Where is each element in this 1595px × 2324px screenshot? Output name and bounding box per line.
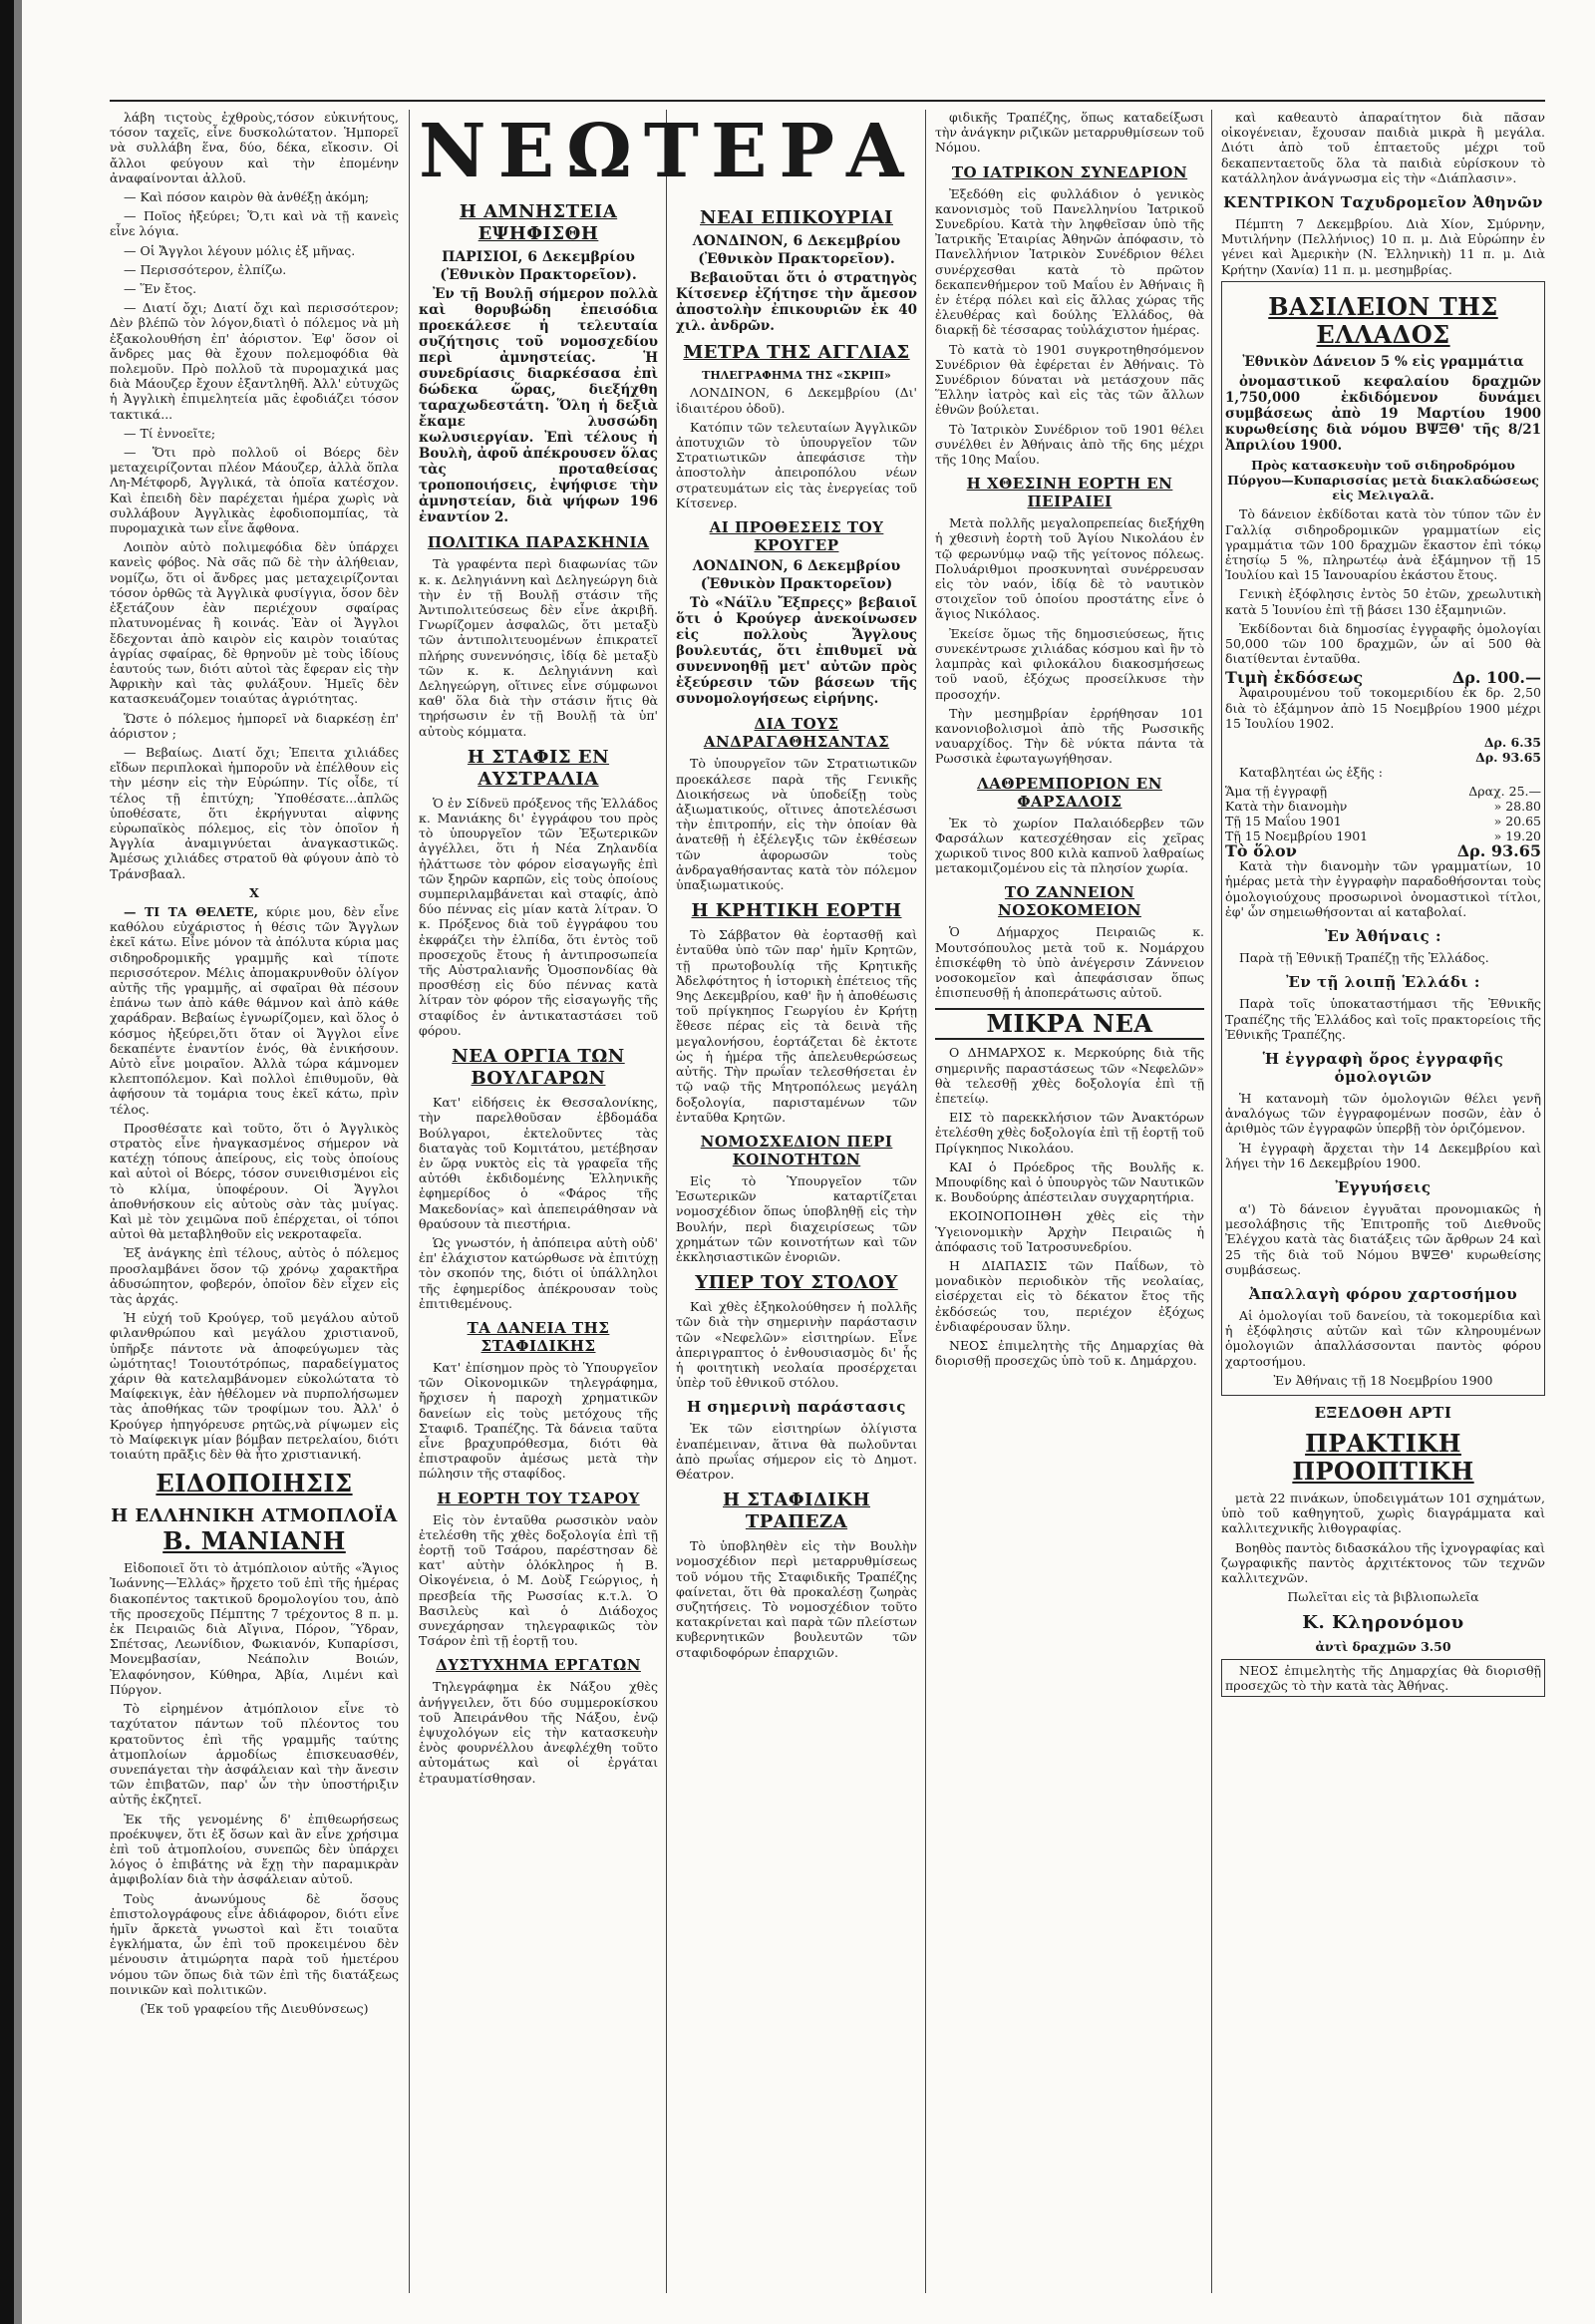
paragraph: Λοιπὸν αὐτὸ πολιμεφόδια δὲν ὑπάρχει κανεὶς φόβος. Νὰ σᾶς πῶ δὲ τὴν ἀλήθειαν, νομίζω, ὅτι οἱ ἄνδρες μας μεταχειρίζονται τόσον ὀρθῶς τὰ Ἀγγλικὰ φυσίγγια, ὅσον δὲν ἐξετάζουν ἐὰν περιέχουν σφαίρας πλατυνομένας ἢ κοινάς. Ἐὰν οἱ Ἄγγλοι ἔδεχονται ἀπὸ καιρὸν εἰς καιρὸν τοιαύτας ἀγρίας σφαίρας, δὲ θρηνοῦν μὲ τοὺς ἰδίους ἑαυτούς των, διότι αὐτοὶ τὰς ἔφεραν εἰς τὴν Ἀφρικὴν καὶ τὰς φυλάξουν. Ἡμεῖς δὲν κατασκευάζομεν τοιαύτας ἀγριότητας. [110, 539, 399, 707]
paragraph [110, 904, 399, 1117]
paragraph: Εἰδοποιεῖ ὅτι τὸ ἀτμόπλοιον αὐτῆς «Ἅγιος Ἰωάννης—Ἑλλάς» ἤρχετο τοῦ ἐπὶ τῆς ἡμέρας διακοπέντος τακτικοῦ δρομολογίου του, ἀπὸ τῆς προσεχοῦς Πέμπτης 7 τρέχοντος 8 π. μ. ἐκ Πειραιῶς διὰ Αἴγινα, Πόρον, Ὕδραν, Σπέτσας, Λεωνίδιον, Φωκιανόν, Κυπαρίσσι, Μονεμβασίαν, Νεάπολιν Βοιών, Ἐλαφόνησον, Κύθηρα, Ἀβία, Λιμένι καὶ Πύργον. [110, 1560, 399, 1697]
paragraph: Η ΔΙΑΠΑΣΙΣ τῶν Παΐδων, τὸ μοναδικὸν περιοδικὸν τῆς νεολαίας, εἰσέρχεται εἰς τὸ δέκατον ἔτος τῆς ἐκδόσεώς του, περιέχον ἐξόχως ἐνδιαφέρουσαν ὕλην. [935, 1257, 1204, 1334]
paragraph: Τὸ ὑποβληθὲν εἰς τὴν Βουλὴν νομοσχέδιον περὶ μεταρρυθμίσεως τοῦ νόμου τῆς Σταφιδικῆς Τραπέζης φαίνεται, ὅτι θὰ προκαλέσῃ ζωηρὰς συζητήσεις. Τὸ νομοσχέδιον τοῦτο κατακρίνεται καὶ παρὰ τῶν πλείστων κυβερνητικῶν βουλευτῶν τῶν σταφιδοφόρων ἐπαρχιῶν. [676, 1538, 917, 1660]
paragraph: Τὸ «Νάϊλυ Ἔξπρεςς» βεβαιοῖ ὅτι ὁ Κρούγερ ἀνεκοίνωσεν εἰς πολλοὺς Ἄγγλους βουλευτάς, ὅτι ἐπιθυμεῖ νὰ συνεννοηθῇ μετ' αὐτῶν πρὸς ἐξεύρεσιν τῶν βάσεων τῆς συνομολογήσεως εἰρήνης. [676, 595, 917, 708]
paragraph: Ἐκ τὸ χωρίον Παλαιόδερβεν τῶν Φαρσάλων κατεσχέθησαν εἰς χεῖρας χωρικοῦ τινος 800 κιλὰ καπνοῦ λαθραίως μετακομιζομένου εἰς τὰ πλησίον χωρία. [935, 815, 1204, 876]
section-heading: ΝΕΑ ΟΡΓΙΑ ΤΩΝ ΒΟΥΛΓΑΡΩΝ [452, 1046, 625, 1090]
separator: X [249, 884, 259, 900]
paragraph: Ὡς γνωστόν, ἡ ἀπόπειρα αὐτὴ οὐδ' ἐπ' ἐλάχιστον κατώρθωσε νὰ ἐπιτύχῃ τὸν σκοπόν της, διότι οἱ ὑπάλληλοι τῆς ἐφημερίδος ἀπέκρουσαν τοὺς ἐπιτιθεμένους. [419, 1234, 658, 1311]
price-line: ἀντὶ δραχμῶν 3.50 [1315, 1639, 1451, 1655]
dateline: (Ἐθνικὸν Πρακτορεῖον). [698, 251, 895, 268]
column-5 [1221, 110, 1545, 2293]
price-value: Δρ. 100.— [1451, 668, 1541, 688]
section-heading: ΠΡΑΚΤΙΚΗ ΠΡΟΟΠΤΙΚΗ [1292, 1428, 1474, 1486]
section-heading: Η ΑΜΝΗΣΤΕΙΑ ΕΨΗΦΙΣΘΗ [459, 201, 618, 244]
paragraph: Τὸ εἰρημένον ἀτμόπλοιον εἶνε τὸ ταχύτατον πάντων τοῦ πλέοντος του κρατοῦντος ἐπὶ τῆς γραμμῆς ταύτης ἀτμοπλοίων ἁρμοδίως ἐπισκευασθέν, συνεπάγεται τὴν ἀσφάλειαν καὶ τὴν ἄνεσιν τῶν ἐπιβατῶν, παρ' ὧν τὴν ὑποστήριξιν αὐτῆς ἐκζητεῖ. [110, 1701, 399, 1808]
dateline: (Ἐθνικὸν Πρακτορεῖον). [440, 267, 637, 284]
payment-row [1225, 799, 1541, 814]
column-rule [925, 110, 926, 2293]
paragraph: Ἐκείσε ὅμως τῆς δημοσιεύσεως, ἥτις συνεκέντρωσε χιλιάδας κόσμου καὶ ἣν τὸ λαμπρὰς καὶ φιλοκάλου διακοσμήσεως τοῦ ναοῦ, ἐξόχως προσείλκυσε τὴν προσοχήν. [935, 625, 1204, 702]
masthead-title: ΝΕΩΤΕΡΑ [419, 109, 916, 194]
section-heading: Ἀπαλλαγὴ φόρου χαρτοσήμου [1248, 1284, 1518, 1303]
paragraph: — Οἱ Ἄγγλοι λέγουν μόλις ἐξ μῆνας. [124, 242, 356, 258]
paragraph: — Ὅτι πρὸ πολλοῦ οἱ Βόερς δὲν μεταχειρίζονται πλέον Μάουζερ, ἀλλὰ ὅπλα Λη-Μέτφορδ, Ἀγγλικά, τὰ ὁποῖα κατέσχον. Καὶ ἐπειδὴ δὲν παρέχεται ἡμέρα χωρὶς νὰ συλλάβουν Ἀγγλικὰς ἐφοδιοπομπίας, τὰ πυρομαχικὰ των εἶνε ἄφθονα. [110, 445, 399, 536]
paragraph: Ο ΔΗΜΑΡΧΟΣ κ. Μερκούρης διὰ τῆς σημερινῆς παραστάσεως τῶν «Νεφελῶν» θὰ τελεσθῇ χθὲς δοξολογία ἐπὶ τῇ ἐπετείῳ. [935, 1045, 1204, 1106]
section-heading: ΔΥΣΤΥΧΗΜΑ ΕΡΓΑΤΩΝ [436, 1656, 641, 1675]
row-value: » 20.65 [1493, 814, 1541, 830]
paragraph: — Διατί ὄχι; Διατί ὄχι καὶ περισσότερον; Δὲν βλέπῶ τὸν λόγον,διατὶ ὁ πόλεμος νὰ μὴ ἐξακολουθήση ἐπ' ἀόριστον. Ἐφ' ὅσον οἱ ἄνδρες μας θὰ ἔχουν πολεμοφόδια θὰ πολεμοῦν. Πρὸ πολλοῦ τὰ πυρομαχικά μας διὰ Μάουζερ ἔχουν ἐξαντληθῆ. Ἀλλ' εὐτυχῶς ἡ Ἀγγλικὴ ἐπιμελητεία μᾶς ἐφοδιάζει τόσον τακτικά... [110, 300, 399, 422]
section-heading: Β. ΜΑΝΙΑΝΗ [162, 1526, 346, 1556]
section-heading: ΛΑΘΡΕΜΠΟΡΙΟΝ ΕΝ ΦΑΡΣΑΛΟΙΣ [977, 774, 1162, 811]
paragraph: Τὸ Σάββατον θὰ ἑορτασθῇ καὶ ἐνταῦθα ὑπὸ τῶν παρ' ἡμῖν Κρητῶν, τῇ πρωτοβουλίᾳ τῆς Κρητικῆς Ἀδελφότητος ἡ ἱστορικὴ ἐπέτειος τῆς 9ης Δεκεμβρίου, καθ' ἣν ἡ ἀποθέωσις τοῦ πρίγκηπος Γεωργίου ἐν Κρήτῃ ἔθεσε πέρας εἰς τὰ δεινὰ τῆς μεγαλονήσου, ἑορτάζεται δὲ ἐκτοτε ὡς ἡ ἡμέρα τῆς ἀπελευθερώσεως αὐτῆς. Τὴν πρωΐαν τελεσθήσεται ἐν τῷ ναῷ τῆς Μητροπόλεως μεγάλη δοξολογία, παρισταμένων τῶν ἐνταῦθα Κρητῶν. [676, 927, 917, 1125]
paragraph: Κατ' εἰδήσεις ἐκ Θεσσαλονίκης, τὴν παρελθοῦσαν ἑβδομάδα Βούλγαροι, ἐκτελοῦντες τὰς διαταγὰς τοῦ Κομιτάτου, μετέβησαν ἐν ὥρᾳ νυκτὸς εἰς τὰ γραφεῖα τῆς αὐτόθι ἐκδιδομένης Ἑλληνικῆς ἐφημερίδος ὁ «Φάρος τῆς Μακεδονίας» καὶ ἀπεπειράθησαν νὰ θραύσουν τὰ πιεστήρια. [419, 1095, 658, 1231]
paragraph: Πέμπτη 7 Δεκεμβρίου. Διὰ Χίον, Σμύρνην, Μυτιλήνην (Πελλήνιος) 10 π. μ. Διὰ Εὐρώπην ἐν γένει καὶ Ἀμερικὴν (Ν. Ἑλληνικὴ) 11 π. μ. Διὰ Κρήτην (Χανία) 11 π. μ. μεσημβρίας. [1221, 216, 1545, 277]
paragraph: Ἐθνικὸν Δάνειον 5 % εἰς γραμμάτια [1242, 353, 1524, 370]
section-heading: ΤΟ ΖΑΝΝΕΙΟΝ ΝΟΣΟΚΟΜΕΙΟΝ [998, 883, 1141, 920]
row-label: Ἅμα τῇ ἐγγραφῇ [1225, 784, 1328, 800]
paragraph: — Περισσότερον, ἐλπίζω. [124, 261, 287, 277]
payment-row [1225, 814, 1541, 829]
section-heading: ΝΟΜΟΣΧΕΔΙΟΝ ΠΕΡΙ ΚΟΙΝΟΤΗΤΩΝ [700, 1132, 893, 1168]
paragraph: Ὁ Δήμαρχος Πειραιῶς κ. Μουτσόπουλος μετὰ τοῦ κ. Νομάρχου ἐπισκέφθη τὸ ὑπὸ ἀνέγερσιν Ζάννειον νοσοκομεῖον καὶ ἀπεφάσισαν ὅπως ἐπισπευσθῇ ἡ ἀποπεράτωσις αὐτοῦ. [935, 924, 1204, 1001]
row-value: Δραχ. 25.— [1468, 784, 1541, 800]
masthead-space [676, 110, 917, 199]
paragraph: Κατὰ τὴν διανομὴν τῶν γραμματίων, 10 ἡμέρας μετὰ τὴν ἐγγραφὴν παραδοθήσονται τοὺς ὁμολογιούχους προσωρινοὶ ὀνομαστικοὶ τίτλοι, ἐφ' ὧν σημειωθήσονται αἱ καταβολαί. [1225, 858, 1541, 919]
section-heading: Η ΧΘΕΣΙΝΗ ΕΟΡΤΗ ΕΝ ΠΕΙΡΑΙΕΙ [966, 475, 1173, 511]
column-4 [935, 110, 1204, 2293]
section-heading: ΒΑΣΙΛΕΙΟΝ ΤΗΣ ΕΛΛΑΔΟΣ [1268, 291, 1498, 349]
row-label: Τὸ ὅλον [1225, 841, 1297, 861]
row-value: Δρ. 6.35 [1483, 735, 1541, 751]
price-row [1225, 735, 1541, 750]
payment-total-row [1225, 841, 1541, 861]
section-heading: Η ΕΛΛΗΝΙΚΗ ΑΤΜΟΠΛΟΪΑ [111, 1505, 398, 1527]
section-heading: Η ΕΟΡΤΗ ΤΟΥ ΤΣΑΡΟΥ [437, 1489, 640, 1507]
section-heading: ΕΞΕΔΟΘΗ ΑΡΤΙ [1314, 1403, 1452, 1422]
paragraph: ΛΟΝΔΙΝΟΝ, 6 Δεκεμβρίου (Δι' ἰδιαιτέρου ὁδοῦ). [676, 385, 917, 416]
row-value: Δρ. 93.65 [1475, 750, 1541, 766]
paragraph: Πρὸς κατασκευὴν τοῦ σιδηροδρόμου Πύργου—Κυπαρισσίας μετὰ διακλαδώσεως εἰς Μελιγαλᾶ. [1227, 457, 1539, 503]
lead-in: — ΤΙ ΤΑ ΘΕΛΕΤΕ, [124, 903, 258, 919]
row-label: Κατὰ τὴν διανομὴν [1225, 799, 1348, 815]
paragraph: Αἱ ὁμολογίαι τοῦ δανείου, τὰ τοκομερίδια καὶ ἡ ἐξόφλησις αὐτῶν καὶ τῶν κληρουμένων ὁμολογιῶν ἀπαλλάσσονται παντὸς φόρου χαρτοσήμου. [1225, 1307, 1541, 1369]
paragraph: Ἐκ τῆς γενομένης δ' ἐπιθεωρήσεως προέκυψεν, ὅτι ἐξ ὅσων καὶ ἂν εἶνε χρήσιμα ἐπὶ τοῦ ἀτμοπλοίου, συνεπῶς δὲν ὑπάρχει λόγος ὁ ἐπιβάτης νὰ ἔχῃ τὴν παραμικρὰν ἀμφιβολίαν διὰ τὴν ἀσφάλειαν αὐτοῦ. [110, 1811, 399, 1887]
column-rule [1211, 110, 1212, 2293]
dateline: ΤΗΛΕΓΡΑΦΗΜΑ ΤΗΣ «ΣΚΡΙΠ» [702, 369, 891, 383]
paragraph: — Ποῖος ἠξεύρει; Ὅ,τι καὶ νὰ τῇ κανεὶς εἶνε λόγια. [110, 208, 399, 239]
paragraph: Εἰς τὸ Ὑπουργεῖον τῶν Ἐσωτερικῶν καταρτίζεται νομοσχέδιον ὅπως ὑποβληθῇ εἰς τὴν Βουλήν, περὶ διαχειρίσεως τῶν χρημάτων τῶν κοινοτήτων καὶ τῶν ἐκκλησιαστικῶν ἐνοριῶν. [676, 1172, 917, 1264]
dateline: ΠΑΡΙΣΙΟΙ, 6 Δεκεμβρίου [442, 249, 635, 265]
section-heading: Ἐν Ἀθήναις : [1324, 927, 1442, 946]
paragraph: Ἐκ τῶν εἰσιτηρίων ὀλίγιστα ἐναπέμειναν, ἅτινα θὰ πωλοῦνται ἀπὸ πρωΐας σήμερον εἰς τὸ Δημοτ. Θέατρον. [676, 1421, 917, 1482]
section-heading: ΥΠΕΡ ΤΟΥ ΣΤΟΛΟΥ [695, 1272, 898, 1294]
top-rule [110, 100, 1545, 102]
paragraph: Ἡ εὐχή τοῦ Κρούγερ, τοῦ μεγάλου αὐτοῦ φιλανθρώπου καὶ μεγάλου χριστιανοῦ, ὑπῆρξε πάντοτε νὰ ἀποφεύγωμεν τὰς ὠμότητας! Τοιουτότρόπως, παραδείγματος χάριν θὰ κατελαμβάνομεν εὐκολώτατα τὸ Μαίφεκιγκ, ἐὰν ἠθέλομεν νὰ πυρπολήσωμεν τὰς ἀποθήκας τῶν τροφίμων του. Ἀλλ' ὁ Κρούγερ ἠπηγόρευσε ρητῶς,νὰ ρίψωμεν εἰς τὸ Μαίφεκιγκ μίαν βόμβαν πετρελαίου, διότι τοιαύτη πρᾶξις δὲν θὰ ἦτο χριστιανική. [110, 1310, 399, 1463]
price-row [1225, 668, 1541, 688]
section-heading: Ἐν τῇ λοιπῇ Ἑλλάδι : [1286, 973, 1480, 992]
paragraph: Ἐξεδόθη εἰς φυλλάδιον ὁ γενικὸς κανονισμὸς τοῦ Πανελληνίου Ἰατρικοῦ Συνεδρίου. Κατὰ τὴν ληφθεῖσαν ὑπὸ τῆς Ἰατρικῆς Ἑταιρίας Ἀθηνῶν ἀπόφασιν, τὸ Πανελλήνιον Ἰατρικὸν Συνέδριον θέλει συνέρχεσθαι κατὰ τὸ πρῶτον δεκαπενθήμερον τοῦ Μαΐου ἐν Ἀθήναις ἢ ἐν ἑτέρᾳ πόλει καὶ εἰς ἄλλας χώρας τῆς ἐλευθέρας καὶ δούλης Ἑλλάδος, θὰ διαρκῇ δὲ τέσσαρας τοὐλάχιστον ἡμέρας. [935, 185, 1204, 338]
column-3 [676, 110, 917, 2293]
section-heading: ΠΟΛΙΤΙΚΑ ΠΑΡΑΣΚΗΝΙΑ [427, 533, 650, 552]
row-value: » 28.80 [1493, 799, 1541, 815]
paragraph: Μετὰ πολλῆς μεγαλοπρεπείας διεξήχθη ἡ χθεσινὴ ἑορτὴ τοῦ Ἁγίου Νικολάου ἐν τῷ φερωνύμῳ ναῷ τῆς γείτονος πόλεως. Πολυάριθμοι προσκυνηταὶ συνέρρευσαν εἰς τὸν ναόν, ἰδίᾳ δὲ τὸ ναυτικὸν στοιχεῖον τοῦ ὁποίου προστάτης εἶνε ὁ ἅγιος Νικόλαος. [935, 515, 1204, 622]
paragraph: ὀνομαστικοῦ κεφαλαίου δραχμῶν 1,750,000 ἐκδιδόμενον δυνάμει συμβάσεως ἀπὸ 19 Μαρτίου 1900 κυρωθείσης διὰ νόμου ΒΨΞΘ' τῆς 8/21 Ἀπριλίου 1900. [1225, 373, 1541, 454]
section-heading: ΑΙ ΠΡΟΘΕΣΕΙΣ ΤΟΥ ΚΡΟΥΓΕΡ [709, 518, 884, 555]
section-heading: ΚΕΝΤΡΙΚΟΝ Ταχυδρομεῖον Ἀθηνῶν [1223, 193, 1543, 212]
paragraph: Πωλεῖται εἰς τὰ βιβλιοπωλεῖα [1287, 1589, 1479, 1605]
paragraph: Ἐκδίδονται διὰ δημοσίας ἐγγραφῆς ὁμολογίαι 50,000 τῶν 100 δραχμῶν, ὧν αἱ 500 θὰ διατίθενται ἐνταῦθα. [1225, 620, 1541, 667]
column-1 [110, 110, 399, 2293]
section-heading: Ἐγγυήσεις [1335, 1177, 1432, 1196]
paragraph: Τοὺς ἀνωνύμους δὲ ὅσους ἐπιστολογράφους εἶνε ἀδιάφορον, διότι εἶνε ἡμῖν ἄρκετὰ γνωστοὶ καὶ ἔτι τοιαῦτα ἐγκλήματα, ὧν ἐπὶ τοῦ προκειμένου δὲν μένουσιν ἀτιμώρητα παρὰ τοῦ ἡμετέρου νόμου τῶν ὅπως διὰ τῶν ἐπὶ τῆς διατάξεως ποινικῶν καὶ πολιτικῶν. [110, 1890, 399, 1997]
row-value: Δρ. 93.65 [1456, 841, 1541, 861]
section-heading: ΤΑ ΔΑΝΕΙΑ ΤΗΣ ΣΤΑΦΙΔΙΚΗΣ [467, 1318, 610, 1355]
signature-line: (Ἐκ τοῦ γραφείου τῆς Διευθύνσεως) [140, 2000, 369, 2016]
section-heading: Η ΣΤΑΦΙΣ ΕΝ ΑΥΣΤΡΑΛΙΑ [467, 746, 610, 790]
section-heading: ΤΟ ΙΑΤΡΙΚΟΝ ΣΥΝΕΔΡΙΟΝ [951, 163, 1188, 181]
signature-line: Ἐν Ἀθήναις τῇ 18 Νοεμβρίου 1900 [1273, 1372, 1493, 1388]
paragraph: Τηλεγράφημα ἐκ Νάξου χθὲς ἀνήγγειλεν, ὅτι δύο συμμεροκίσκου τοῦ Ἀπειράνθου τῆς Νάξου, ἐνῷ ἐψυχολόγων εἰς τὴν κατασκευὴν ἑνὸς φουρνέλλου ἀνεφλέχθη τοῦτο αὐτομάτως καὶ οἱ ἐργάται ἐτραυματίσθησαν. [419, 1679, 658, 1786]
dateline: ΛΟΝΔΙΝΟΝ, 6 Δεκεμβρίου [692, 233, 901, 249]
paragraph: φιδικῆς Τραπέζης, ὅπως καταδείξωσι τὴν ἀνάγκην ριζικῶν μεταρρυθμίσεων τοῦ Νόμου. [935, 110, 1204, 156]
paragraph: Βεβαιοῦται ὅτι ὁ στρατηγὸς Κίτσενερ ἐζήτησε τὴν ἄμεσον ἀποστολὴν ἐπικουριῶν ἐκ 40 χιλ. ἀνδρῶν. [676, 270, 917, 335]
paragraph: Ἡ κατανομὴ τῶν ὁμολογιῶν θέλει γενῆ ἀναλόγως τῶν ἐγγραφομένων ποσῶν, ἐὰν ὁ ἀριθμὸς τῶν ἐγγραφῶν ὑπερβῇ τὸν ὁριζόμενον. [1225, 1090, 1541, 1137]
paragraph: Κατόπιν τῶν τελευταίων Ἀγγλικῶν ἀποτυχιῶν τὸ ὑπουργεῖον τῶν Στρατιωτικῶν ἀπεφάσισε τὴν ἀποστολὴν ἀπειροπόλου νέων στρατευμάτων εἰς τὰς ἐνεργείας τοῦ Κίτσενερ. [676, 419, 917, 510]
paragraph: Παρὰ τοῖς ὑποκαταστήμασι τῆς Ἐθνικῆς Τραπέζης τῆς Ἑλλάδος καὶ τοῖς πρακτορείοις τῆς Ἐθνικῆς Τραπέζης. [1225, 996, 1541, 1042]
paragraph: Καὶ χθὲς ἐξηκολούθησεν ἡ πολλῆς τῶν διὰ τὴν σημερινὴν παράστασιν τῶν «Νεφελῶν» εἰσιτηρίων. Εἶνε ἀπεριγραπτος ὁ ἐνθουσιασμὸς δι' ἧς ἡ φοιτητικὴ νεολαία προσέρχεται ὑπὲρ τοῦ ἐθνικοῦ στόλου. [676, 1299, 917, 1391]
paragraph: Τὰ γραφέντα περὶ διαφωνίας τῶν κ. κ. Δεληγιάννη καὶ Δεληγεώργη διὰ τὴν ἐν τῇ Βουλῇ στάσιν τῆς Ἀντιπολιτεύσεως δὲν εἶνε ἀκριβῆ. Γνωρίζομεν ἀσφαλῶς, ὅτι μεταξὺ τῶν ἀντιπολιτευομένων ἐπικρατεῖ πλήρης συνεννόησις, ἰδίᾳ δὲ μεταξὺ τῶν κ. κ. Δεληγιάννη καὶ Δεληγεώργη, οἵτινες εἶνε σύμφωνοι καθ' ὅλα διὰ τὴν στάσιν ἥτις θὰ τηρήσωσιν ἐν τῇ Βουλῇ τὰ ὑπ' αὐτοὺς κόμματα. [419, 556, 658, 739]
paragraph: — Βεβαίως. Διατί ὄχι; Ἐπειτα χιλιάδες εἴδων περιπλοκαὶ ἡμποροῦν νὰ ἐπέλθουν εἰς τὴν μέσην εἰς τὴν Εὐρώπην. Τίς οἶδε, τί τέλος τῇ ἐπιτύχη; Ὑποθέσατε...ἀπλῶς ὑποθέσατε, ὅτι ἐκρήγνυται αἰφνης εὐρωπαϊκὸς πόλεμος, εἰς τὸν ὁποῖον ἡ Ἀγγλία ἀναμιγνύεται ἀναγκαστικῶς. Ἀμέσως χιλιάδες στρατοῦ θὰ φύγουν ἀπὸ τὸ Τράνσβααλ. [110, 744, 399, 881]
binding-edge [0, 0, 14, 2324]
paragraph: μετὰ 22 πινάκων, ὑποδειγμάτων 101 σχημάτων, ὑπὸ τοῦ καθηγητοῦ, χωρὶς διαγράμματα καὶ καλλιτεχνικῆς λιθογραφίας. [1221, 1490, 1545, 1536]
paragraph: Ἐν τῇ Βουλῇ σήμερον πολλὰ καὶ θορυβώδη ἐπεισόδια προεκάλεσε ἡ τελευταία συζήτησις τοῦ νομοσχεδίου περὶ ἀμνηστείας. Ἡ συνεδρίασις διαρκέσασα ἐπὶ δώδεκα ὥρας, διεξήχθη ταραχωδεστάτη. Ὅλη ἡ δεξιὰ ἔκαμε λυσσώδη κωλυσιεργίαν. Ἐπὶ τέλους ἡ Βουλὴ, ἀφοῦ ἀπέκρουσεν ὅλας τὰς προταθείσας τροποποιήσεις, ἐψήφισε τὴν ἀμνηστείαν, διὰ ψήφων 196 ἐναντίον 2. [419, 286, 658, 526]
paragraph: Ἐξ ἀνάγκης ἐπὶ τέλους, αὐτὸς ὁ πόλεμος προσλαμβάνει ὅσον τῷ χρόνῳ χαρακτῆρα ἀδυσώπητον, φοβερόν, ὁποῖον δὲν εἶχεν εἰς τὰς ἀρχάς. [110, 1245, 399, 1307]
section-heading: ΕΙΔΟΠΟΙΗΣΙΣ [156, 1469, 353, 1498]
payment-row [1225, 784, 1541, 799]
paragraph: Ὁ ἐν Σίδνεϋ πρόξενος τῆς Ἑλλάδος κ. Μανιάκης δι' ἐγγράφου του πρὸς τὸ ὑπουργεῖον τῶν Ἐξωτερικῶν ἀγγέλλει, ὅτι ἡ Νέα Ζηλανδία ἠλάττωσε τὸν φόρον εἰσαγωγῆς ἐπὶ τῶν ξηρῶν καρπῶν, εἰς τοὺς ὁποίους συμπεριλαμβάνεται καὶ σταφίς, ἀπὸ δύο πέννας εἰς μίαν κατὰ λίτραν. Ὁ κ. Πρόξενος διὰ τοῦ ἐγγράφου του ἐκφράζει τὴν ἐλπίδα, ὅτι ἐντὸς τοῦ προσεχοῦς ἔτους ἡ ἀντιπροσωπεία τῆς Αὐστραλιανῆς Ὁμοσπονδίας θὰ προσθέσῃ εἰς δύο πέννας κατὰ λίτραν τὸν φόρον τῆς εἰσαγωγῆς τῆς σταφίδος ἐν ἀντικαταστάσει τοῦ φόρου. [419, 795, 658, 1038]
paragraph: Ἡ ἐγγραφὴ ἄρχεται τὴν 14 Δεκεμβρίου καὶ λήγει τὴν 16 Δεκεμβρίου 1900. [1225, 1140, 1541, 1170]
price-row [1225, 750, 1541, 765]
binding-shadow [14, 0, 22, 2324]
paragraph: Τὸ ὑπουργεῖον τῶν Στρατιωτικῶν προεκάλεσε παρὰ τῆς Γενικῆς Διοικήσεως νὰ ὑποδείξῃ τοὺς ἀξιωματικούς, οἵτινες ἀποτελέσωσι τὴν ἐπιτροπήν, εἰς τὴν ὁποίαν θὰ ἀνατεθῇ ἡ ἐξέλεγξις τῶν ἐκθέσεων τῶν ἀφορωσῶν τοὺς ἀνδραγαθήσαντας κατὰ τὸν πόλεμον ὑπαξιωματικούς. [676, 756, 917, 893]
paragraph: — Τί ἐννοεῖτε; [124, 425, 216, 441]
price-label: Τιμὴ ἐκδόσεως [1225, 668, 1364, 688]
paragraph: Βοηθὸς παντὸς διδασκάλου τῆς ἰχνογραφίας καὶ ζωγραφικῆς παντὸς ἀρχιτέκτονος τῶν τεχνῶν καλλιτεχνῶν. [1221, 1539, 1545, 1585]
dateline: (Ἐθνικὸν Πρακτορεῖον) [700, 576, 893, 593]
advertisement-box [1221, 281, 1545, 1396]
column-rule [666, 110, 667, 2293]
paragraph: ΝΕΟΣ ἐπιμελητὴς τῆς Δημαρχίας θὰ διορισθῇ προσεχῶς ὑπὸ τοῦ κ. Δημάρχου. [935, 1338, 1204, 1369]
section-heading: Η ΚΡΗΤΙΚΗ ΕΟΡΤΗ [691, 900, 902, 922]
section-heading: ΝΕΑΙ ΕΠΙΚΟΥΡΙΑΙ [700, 207, 893, 228]
paragraph: Κατ' ἐπίσημον πρὸς τὸ Ὑπουργεῖον τῶν Οἰκονομικῶν τηλεγράφημα, ἤρχισεν ἡ παροχὴ χρηματικῶν δανείων εἰς τοὺς μετόχους τῆς Σταφιδ. Τραπέζης. Τὰ δάνεια ταῦτα εἶνε βραχυπρόθεσμα, διότι θὰ ἐπιστραφοῦν ἀμέσως μετὰ τὴν πώλησιν τῆς σταφίδος. [419, 1359, 658, 1482]
publisher-name: Κ. Κληρονόμου [1302, 1612, 1464, 1634]
paragraph: ΕΚΟΙΝΟΠΟΙΗΘΗ χθὲς εἰς τὴν Ὑγειονομικὴν Ἀρχὴν Πειραιῶς ἡ ἀπόφασις τοῦ Ἰατροσυνεδρίου. [935, 1208, 1204, 1254]
paragraph: — Καὶ πόσον καιρὸν θὰ ἀνθέξῃ ἀκόμη; [124, 189, 370, 205]
paragraph: καὶ καθεαυτὸ ἀπαραίτητον διὰ πᾶσαν οἰκογένειαν, ἔχουσαν παιδιὰ μικρὰ ἢ μεγάλα. Διότι ἀπὸ τοῦ ἑπταετοῦς μέχρι τοῦ δεκαπενταετοῦς ὅλα τὰ παιδιὰ εὑρίσκουν τὸ κατάλληλον ἀνάγνωσμα εἰς τὴν «Διάπλασιν». [1221, 110, 1545, 185]
paragraph: Εἰς τὸν ἐνταῦθα ρωσσικὸν ναὸν ἐτελέσθη τῆς χθὲς δοξολογία ἐπὶ τῇ ἑορτῇ τοῦ Τσάρου, παρέστησαν δὲ κατ' αὐτὴν ὁλόκληρος ἡ Β. Οἰκογένεια, ὁ Μ. Δοὺξ Γεώργιος, ἡ πρεσβεία τῆς Ρωσσίας κ.τ.λ. Ὁ Βασιλεὺς καὶ ὁ Διάδοχος συνεχάρησαν τηλεγραφικῶς τὸν Τσάρον ἐπὶ τῇ ἑορτῇ του. [419, 1511, 658, 1649]
paragraph: α') Τὸ δάνειον ἐγγυᾶται προνομιακῶς ἡ μεσολάβησις τῆς Ἐπιτροπῆς τοῦ Διεθνοῦς Ἐλέγχου κατὰ τὰς διατάξεις τῶν ἄρθρων 24 καὶ 25 τῆς διὰ τοῦ Νόμου ΒΨΞΘ' κυρωθείσης συμβάσεως. [1225, 1200, 1541, 1277]
section-heading: ΜΕΤΡΑ ΤΗΣ ΑΓΓΛΙΑΣ [683, 342, 910, 364]
paragraph-text: κύριε μου, δὲν εἶνε καθόλου εὐχάριστος ἡ θέσις τῶν Ἄγγλων ἐκεῖ κάτω. Εἶνε μόνον τὰ ἀπόλυτα κύρια μας σιδηροδρομικῆς γραμμῆς καὶ τίποτε περισσότερον. Μέλις ἀπομακρυνθοῦν ὀλίγον αὐτῆς τῆς γραμμῆς, αἱ σφαῖραι θὰ πέσουν ἐπάνω των ἀπὸ κάθε θάμνον καὶ ἀπὸ κάθε χαράδραν. Βεβαίως ἐγνωρίζομεν, καὶ ὅλος ὁ κόσμος ἠξεύρει,ὅτι ὅταν οἱ Ἄγγλοι εἶνε δεκαπέντε ἐναντίον ἑνός, θὰ ἐνικήσουν. Αὐτὸ εἶνε μοιραῖον. Ἀλλὰ τώρα κάμνομεν κλεπτοπόλεμον. Καὶ πολλοὶ ἐπιθυμοῦν, θὰ ἀφήσουν τὰ τομάρια τους ἐκεῖ κάτω, πρὶν τέλος. [110, 903, 399, 1117]
paragraph: Καταβλητέαι ὡς ἑξῆς : [1239, 765, 1383, 781]
paragraph: ΕΙΣ τὸ παρεκκλήσιον τῶν Ἀνακτόρων ἐτελέσθη χθὲς δοξολογία ἐπὶ τῇ ἑορτῇ τοῦ Πρίγκηπος Νικολάου. [935, 1110, 1204, 1156]
section-heading: Η ΣΤΑΦΙΔΙΚΗ ΤΡΑΠΕΖΑ [723, 1490, 870, 1533]
section-heading: Ἡ ἐγγραφὴ ὅρος ἐγγραφῆς ὁμολογιῶν [1262, 1049, 1504, 1086]
section-heading: ΜΙΚΡΑ ΝΕΑ [935, 1008, 1204, 1040]
paragraph: Παρὰ τῇ Ἐθνικῇ Τραπέζῃ τῆς Ἑλλάδος. [1239, 950, 1489, 966]
row-label: Τῇ 15 Μαΐου 1901 [1225, 814, 1342, 830]
paragraph: Προσθέσατε καὶ τοῦτο, ὅτι ὁ Ἀγγλικὸς στρατὸς εἶνε ἠναγκασμένος σήμερον νὰ κατέχῃ τόπους ἀπείρους, εἰς τοὺς ὁποίους καὶ αὐτοὶ οἱ Βόερς, τόσον συνειθισμένοι εἰς τὸ κλίμα, ὑποφέρουν. Οἱ Ἄγγλοι ἀποθνήσκουν εἰς αὐτοὺς σὰν τὰς μυίγας. Καὶ μὲ τὸν χειμῶνα ποῦ ἐπέρχεται, οἱ τόποι αὐτοὶ θὰ μεταβληθοῦν εἰς νεκροταφεῖα. [110, 1120, 399, 1242]
dateline: ΛΟΝΔΙΝΟΝ, 6 Δεκεμβρίου [692, 558, 901, 575]
paragraph: ΚΑΙ ὁ Πρόεδρος τῆς Βουλῆς κ. Μπουφίδης καὶ ὁ ὑπουργὸς τῶν Ναυτικῶν κ. Βουδούρης ἀπέστειλαν συγχαρητήρια. [935, 1159, 1204, 1205]
paragraph: Ἀφαιρουμένου τοῦ τοκομεριδίου ἐκ δρ. 2,50 διὰ τὸ ἑξάμηνον ἀπὸ 15 Νοεμβρίου 1900 μέχρι 15 Ἰουλίου 1902. [1225, 685, 1541, 731]
paragraph: Τὸ δάνειον ἐκδίδοται κατὰ τὸν τύπον τῶν ἐν Γαλλίᾳ σιδηροδρομικῶν γραμματίων εἰς γραμμάτια τῶν 100 δραχμῶν ἕκαστον ἐπὶ τόκῳ ἐτησίῳ 5 %, πληρωτέῳ ἀνὰ ἑξάμηνον τῇ 15 Ἰουλίου καὶ 15 Ἰανουαρίου ἑκάστου ἔτους. [1225, 506, 1541, 583]
notice-box: ΝΕΟΣ ἐπιμελητὴς τῆς Δημαρχίας θὰ διορισθῇ προσεχῶς τὸ τὴν κατὰ τὰς Ἀθήνας. [1221, 1659, 1545, 1697]
paragraph: Ὥστε ὁ πόλεμος ἡμπορεῖ νὰ διαρκέσῃ ἐπ' ἀόριστον ; [110, 710, 399, 741]
paragraph: λάβη τιςτοὺς ἐχθροὺς,τόσον εὐκινήτους, τόσον ταχεῖς, εἶνε δυσκολώτατον. Ἡμπορεῖ νὰ συλλάβη ἕνα, δύο, δέκα, εἴκοσιν. Οἱ ἄλλοι φεύγουν καὶ τὴν ἐπομένην ἀναφαίνονται ἀλλοῦ. [110, 110, 399, 185]
section-heading: Η σημερινὴ παράστασις [687, 1398, 906, 1417]
paragraph: Τὴν μεσημβρίαν ἐρρήθησαν 101 κανονιοβολισμοὶ ἀπὸ τῆς Ρωσσικῆς ναυαρχίδος. Τὴν δὲ νύκτα πάντα τὰ Ρωσσικὰ ἐφωταγωγήθησαν. [935, 705, 1204, 767]
paragraph: Τὸ Ἰατρικὸν Συνέδριον τοῦ 1901 θέλει συνέλθει ἐν Ἀθήναις ἀπὸ τῆς 6ης μέχρι τῆς 10ης Μαΐου. [935, 421, 1204, 468]
paragraph: Τὸ κατὰ τὸ 1901 συγκροτηθησόμενον Συνέδριον θὰ ἐφέρεται ἐν Ἀθήναις. Τὸ Συνέδριον δύναται νὰ μετάσχουν πᾶς Ἕλλην ἰατρὸς καὶ εἰς τὰς τῶν ἄλλων ἐθνῶν βούλεται. [935, 341, 1204, 418]
paragraph: Γενικὴ ἐξόφλησις ἐντὸς 50 ἐτῶν, χρεωλυτικὴ κατὰ 5 Ἰουνίου ἐπὶ τῇ βάσει 130 ἐξαμηνιῶν. [1225, 586, 1541, 617]
row-value: » 19.20 [1493, 829, 1541, 844]
section-heading: ΔΙΑ ΤΟΥΣ ΑΝΔΡΑΓΑΘΗΣΑΝΤΑΣ [703, 715, 890, 752]
row-label: Τῇ 15 Νοεμβρίου 1901 [1225, 829, 1369, 844]
column-rule [409, 110, 410, 2293]
paragraph: — Ἕν ἔτος. [124, 281, 197, 297]
